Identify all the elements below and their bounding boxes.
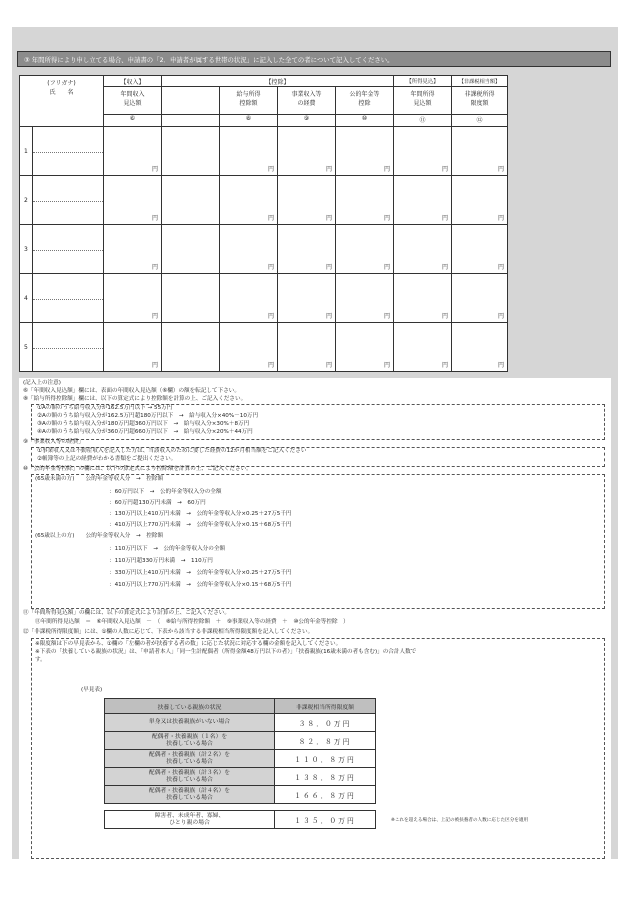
note-11-formula: ⑪年間所得見込額 ＝ ⑥年間収入見込額 － （ ⑧給与所得控除額 ＋ ⑨事業収入等の経費 ＋ ⑩公的年金等控除 ）	[35, 619, 349, 625]
col-header-6: 年間収入 見込額	[104, 87, 162, 115]
pension-deduction-field[interactable]: 円	[336, 225, 394, 274]
note-10-over65: (65歳以上の方) 公的年金等収入分 → 控除額	[35, 533, 164, 539]
hayami-label: 配偶者・扶養親族（１名）を 扶養している場合	[105, 732, 275, 750]
table-row	[105, 811, 376, 829]
hayami-value: １６６．８万円	[275, 786, 376, 804]
table-row	[105, 714, 376, 732]
note-8-item: ②Aの額のうち給与収入分が162.5万円超180万円以下 → 給与収入分×40%－10万円	[37, 413, 259, 419]
hayami-label: 配偶者・扶養親族（計４名）を 扶養している場合	[105, 786, 275, 804]
income-field[interactable]: 円	[104, 274, 162, 323]
limit-field[interactable]: 円	[452, 127, 508, 176]
note-12: ⑫「非課税所得限度額」には、①欄の人数に応じて、下表から該当する非課税相当所得限度額を記入してください。	[23, 629, 314, 635]
col-header-9: 事業収入等 の経費	[278, 87, 336, 115]
table-row	[105, 732, 376, 750]
table-row	[20, 127, 508, 176]
note-11: ⑪「年間所得見込額」の欄には、以下の算定式により計算の上、ご記入ください。	[23, 610, 230, 616]
salary-deduction-field[interactable]: 円	[220, 225, 278, 274]
note-10-item: ：110万円超330万円未満 → 110万円	[109, 558, 213, 564]
col-num-12: ⑫	[452, 115, 508, 127]
hayami-value: １１０．８万円	[275, 750, 376, 768]
note-10-item: ：330万円以上410万円未満 → 公的年金等収入分×0.25＋27万5千円	[109, 570, 292, 576]
name-field[interactable]	[33, 225, 104, 274]
row-number: 3	[20, 225, 33, 274]
note-10: ⑩「公的年金等控除」の欄には、以下の算定式により控除額を計算の上、ご記入ください。	[23, 466, 252, 472]
section-header: ③ 年間所得により申し立てる場合、申請書の「2．申請者が属する世帯の状況」に記入した全ての者について記入してください。	[17, 51, 611, 67]
hayami-label: 単身又は扶養親族がいない場合	[105, 714, 275, 732]
income-table	[19, 75, 508, 372]
table-row	[20, 274, 508, 323]
business-expense-field[interactable]: 円	[278, 176, 336, 225]
income-estimate-field[interactable]: 円	[394, 127, 452, 176]
note-12-item: ※下表の「扶養している親族の状況」は、「申請者本人」「同一生計配偶者（所得金額48万円以下の者）」「扶養親族(16歳未満の者も含む)」の合計人数で	[35, 649, 417, 655]
note-12-item: す。	[35, 657, 46, 663]
group-shotoku: 【所得見込】	[394, 76, 452, 87]
income-estimate-field[interactable]: 円	[394, 176, 452, 225]
table-row	[20, 323, 508, 372]
note-10-item: ：130万円以上410万円未満 → 公的年金等収入分×0.25＋27万5千円	[109, 511, 292, 517]
col-header-11: 年間所得 見込額	[394, 87, 452, 115]
note-10-item: ：410万円以上770万円未満 → 公的年金等収入分×0.15＋68万5千円	[109, 522, 292, 528]
note-10-item: ：110万円以下 → 公的年金等収入分の全額	[109, 546, 226, 552]
row-number: 2	[20, 176, 33, 225]
col-num-8: ⑧	[220, 115, 278, 127]
note-8-item: ①Aの額のうち給与収入分が162.5万円以下 → 55万円	[37, 405, 173, 411]
limit-field[interactable]: 円	[452, 274, 508, 323]
row-number: 1	[20, 127, 33, 176]
note-8-item: ④Aの額のうち給与収入分が360万円超660万円以下 → 給与収入分×20%＋44万円	[37, 429, 253, 435]
note-9-item: ①事業収入又は不動産収入を記入した方は、当該収入のために要した経費の12か月相当額をご記入ください	[37, 448, 307, 454]
col-header-8: 給与所得 控除額	[220, 87, 278, 115]
row-number: 5	[20, 323, 33, 372]
hayami-head-limit: 非課税相当所得限度額	[275, 699, 376, 714]
furigana-label: (フリガナ)	[47, 80, 76, 87]
hayami-label: 配偶者・扶養親族（計３名）を 扶養している場合	[105, 768, 275, 786]
name-field[interactable]	[33, 176, 104, 225]
col-num-6: ⑥	[104, 115, 162, 127]
salary-deduction-field[interactable]: 円	[220, 176, 278, 225]
hayami-value: ３８．０万円	[275, 714, 376, 732]
side-note: ※これを超える場合は、上記の被扶養者の人数に応じた区分を適用	[391, 818, 529, 823]
col-num-10: ⑩	[336, 115, 394, 127]
note-12-item: ※限度額は下の早見表から、①欄の「左欄の者が扶養する者の数」に応じた状況に対応する欄の金額を記入してください。	[35, 641, 342, 647]
col-num-9: ⑨	[278, 115, 336, 127]
limit-field[interactable]: 円	[452, 323, 508, 372]
name-field[interactable]	[33, 323, 104, 372]
table-row	[105, 750, 376, 768]
name-label: 氏 名	[49, 89, 74, 96]
notes-title: (記入上の注意)	[23, 380, 61, 386]
hayami-value: １３５．０万円	[275, 811, 376, 829]
note-9: ⑨「事業収入等の経費」	[23, 439, 84, 445]
business-expense-field[interactable]: 円	[278, 225, 336, 274]
hayami-title: (早見表)	[81, 687, 103, 693]
pension-deduction-field[interactable]: 円	[336, 274, 394, 323]
name-field[interactable]	[33, 127, 104, 176]
note-10-under65: (65歳未満の方) 公的年金等収入分 → 控除額	[35, 476, 164, 482]
income-estimate-field[interactable]: 円	[394, 323, 452, 372]
table-row	[105, 768, 376, 786]
name-header	[20, 76, 104, 127]
income-estimate-field[interactable]: 円	[394, 274, 452, 323]
income-field[interactable]: 円	[104, 127, 162, 176]
note-10-item: ：410万円以上770万円未満 → 公的年金等収入分×0.15＋68万5千円	[109, 582, 292, 588]
table-row	[20, 225, 508, 274]
salary-deduction-field[interactable]: 円	[220, 274, 278, 323]
table-row	[105, 786, 376, 804]
business-expense-field[interactable]: 円	[278, 274, 336, 323]
hayami-value: ８２．８万円	[275, 732, 376, 750]
col-header-12: 非課税所得 限度額	[452, 87, 508, 115]
salary-deduction-field[interactable]: 円	[220, 127, 278, 176]
note-8-item: ③Aの額のうち給与収入分が180万円超360万円以下 → 給与収入分×30%＋8万円	[37, 421, 250, 427]
group-deduction: 【控除】	[162, 76, 394, 87]
hayami-head-status: 扶養している親族の状況	[105, 699, 275, 714]
group-income: 【収入】	[104, 76, 162, 87]
pension-deduction-field[interactable]: 円	[336, 127, 394, 176]
business-expense-field[interactable]: 円	[278, 323, 336, 372]
hayami-label: 障害者、未成年者、寡婦、 ひとり親の場合	[105, 811, 275, 829]
note-6: ⑥「年間収入見込額」欄には、表面の年間収入見込額（⑥欄）の額を転記して下さい。	[23, 388, 240, 394]
pension-deduction-field[interactable]: 円	[336, 323, 394, 372]
group-hikazei: 【非課税相当額】	[452, 76, 508, 87]
note-9-item: ②帳簿等の上記の経費がわかる書類をご提出ください。	[37, 456, 177, 462]
income-estimate-field[interactable]: 円	[394, 225, 452, 274]
note-10-item: ：60万円以下 → 公的年金等収入分の全額	[109, 489, 222, 495]
hayami-label: 配偶者・扶養親族（計２名）を 扶養している場合	[105, 750, 275, 768]
income-field[interactable]: 円	[104, 225, 162, 274]
salary-deduction-field[interactable]: 円	[220, 323, 278, 372]
pension-deduction-field[interactable]: 円	[336, 176, 394, 225]
income-field[interactable]: 円	[104, 176, 162, 225]
col-header-10: 公的年金等 控除	[336, 87, 394, 115]
note-10-item: ：60万円超130万円未満 → 60万円	[109, 500, 206, 506]
hayami-value: １３８．８万円	[275, 768, 376, 786]
name-field[interactable]	[33, 274, 104, 323]
note-8: ⑧「給与所得控除額」欄には、以下の算定式により控除額を計算の上、ご記入ください。	[23, 396, 247, 402]
income-field[interactable]: 円	[104, 323, 162, 372]
quick-reference-table	[104, 698, 376, 829]
limit-field[interactable]: 円	[452, 225, 508, 274]
row-number: 4	[20, 274, 33, 323]
business-expense-field[interactable]: 円	[278, 127, 336, 176]
limit-field[interactable]: 円	[452, 176, 508, 225]
table-row	[20, 176, 508, 225]
col-num-11: ⑪	[394, 115, 452, 127]
